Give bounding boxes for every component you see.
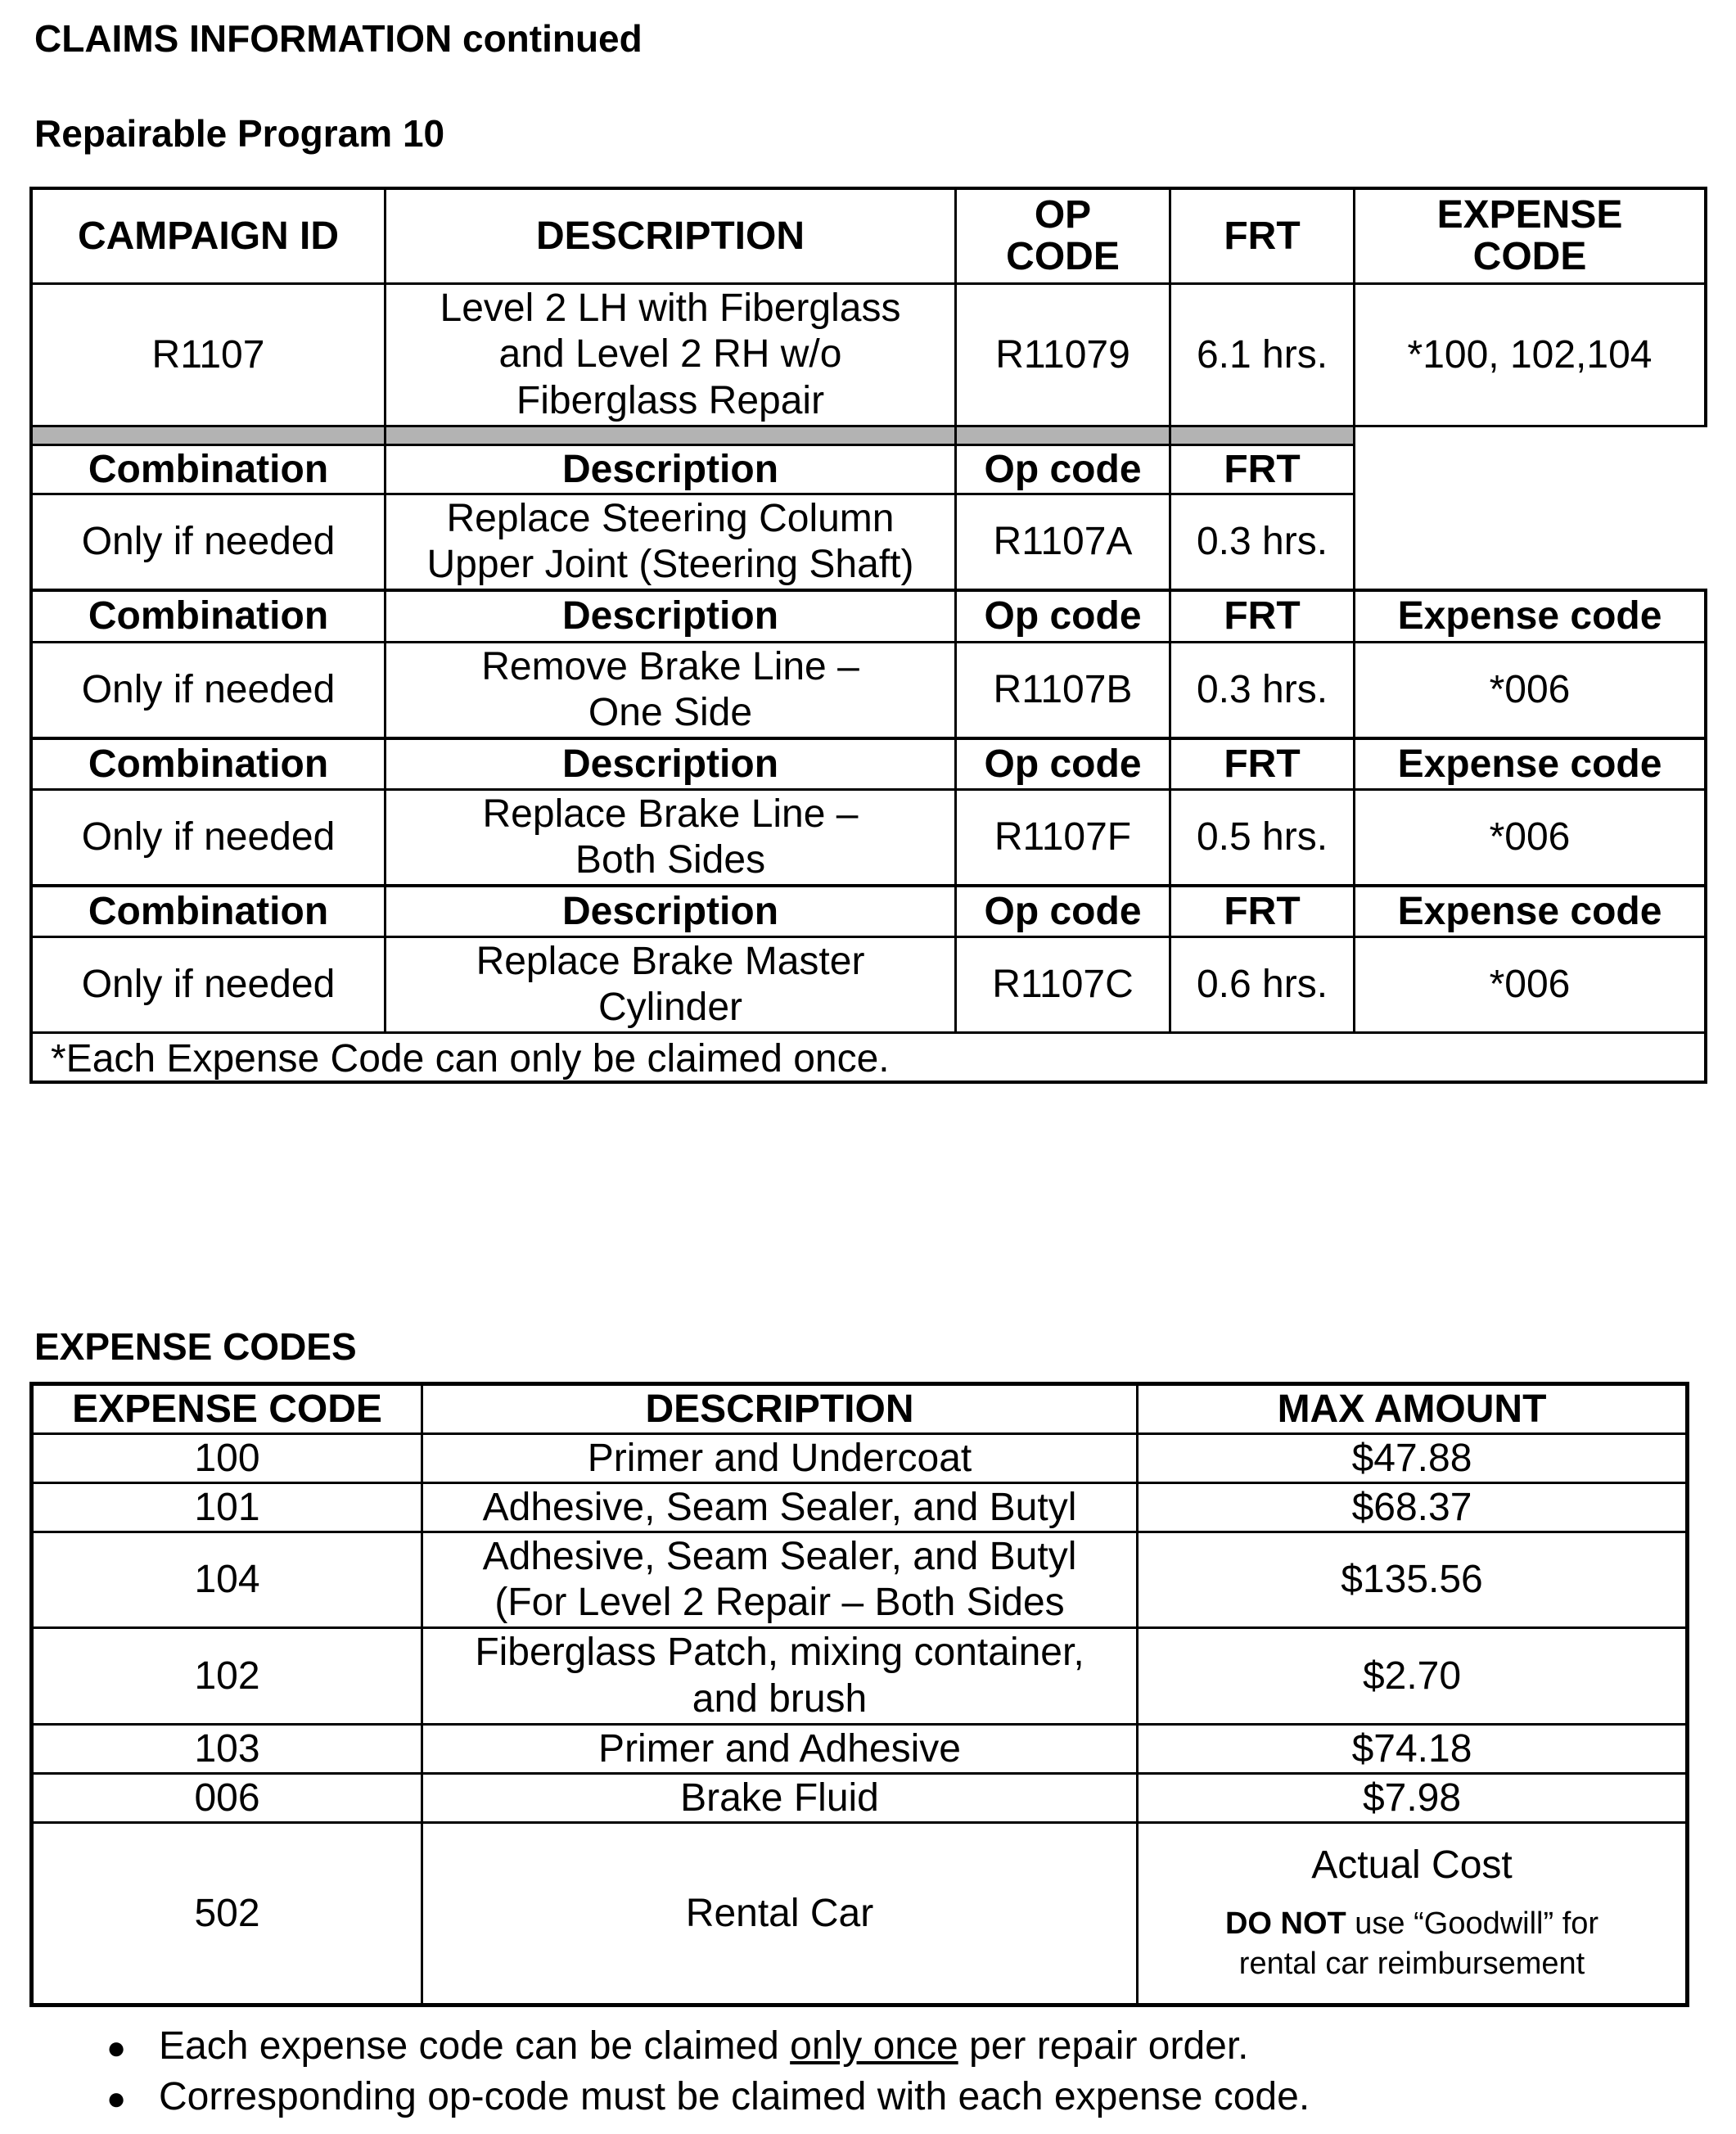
expense-description: Primer and Adhesive: [598, 1726, 961, 1771]
combo-header-description: Description: [561, 594, 779, 638]
combo-expense-code: *006: [1489, 668, 1571, 712]
combo-op-code: R1107F: [994, 815, 1132, 859]
combo-header-expense-code: Expense code: [1397, 742, 1662, 786]
combo-combination: Only if needed: [81, 815, 336, 859]
combo-header-expense-code: Expense code: [1397, 889, 1662, 933]
expense-description: Adhesive, Seam Sealer, and Butyl (For Level 2 Repair – Both Sides: [482, 1534, 1077, 1624]
expense-description: Fiberglass Patch, mixing container, and brush: [475, 1631, 1084, 1721]
combo-header-op-code: Op code: [984, 742, 1142, 786]
bullet-icon: ●: [106, 2030, 127, 2066]
header-frt: FRT: [1224, 214, 1301, 258]
combo-expense-code: *006: [1489, 815, 1571, 859]
main-description: Level 2 LH with Fiberglass and Level 2 RH w/o Fiberglass Repair: [440, 286, 901, 422]
expense-code: 103: [194, 1726, 260, 1771]
header-expense-code: EXPENSE CODE: [1436, 193, 1623, 278]
combo-header-combination: Combination: [88, 447, 329, 491]
main-expense-code: *100, 102,104: [1407, 332, 1653, 377]
combo-header-description: Description: [561, 447, 779, 491]
combo-header-combination: Combination: [88, 889, 329, 933]
combo-header-description: Description: [561, 742, 779, 786]
bullet-item: ● Each expense code can be claimed only once per repair order.: [106, 2022, 1310, 2073]
expense-max-amount: $74.18: [1351, 1726, 1472, 1771]
combo-header-frt: FRT: [1224, 594, 1301, 638]
expense-code: 006: [194, 1775, 260, 1820]
combo-expense-code: *006: [1489, 963, 1571, 1007]
header-op-code: OP CODE: [1006, 193, 1120, 278]
expense-max-amount: $68.37: [1351, 1485, 1472, 1529]
combo-description: Replace Brake Line – Both Sides: [482, 792, 859, 882]
combo-op-code: R1107C: [992, 963, 1134, 1007]
expense-code: 104: [194, 1558, 260, 1602]
expense-header-max-amount: MAX AMOUNT: [1277, 1387, 1547, 1431]
main-op-code: R11079: [995, 332, 1130, 377]
combo-op-code: R1107A: [993, 520, 1133, 564]
combo-header-frt: FRT: [1224, 447, 1301, 491]
combo-frt: 0.6 hrs.: [1196, 963, 1328, 1007]
combo-combination: Only if needed: [81, 668, 336, 712]
section-title: CLAIMS INFORMATION continued: [34, 17, 643, 60]
expense-section-title: EXPENSE CODES: [34, 1325, 357, 1368]
rental-note: DO NOT use “Goodwill” for: [1224, 1906, 1599, 1941]
expense-code: 502: [194, 1891, 260, 1935]
expense-code: 100: [194, 1436, 260, 1480]
combo-description: Remove Brake Line – One Side: [481, 644, 859, 734]
combo-frt: 0.3 hrs.: [1196, 520, 1328, 564]
combo-header-frt: FRT: [1224, 889, 1301, 933]
program-title: Repairable Program 10: [34, 112, 445, 155]
expense-max-amount: $2.70: [1362, 1654, 1462, 1698]
combo-header-op-code: Op code: [984, 594, 1142, 638]
combo-header-op-code: Op code: [984, 447, 1142, 491]
combo-header-frt: FRT: [1224, 742, 1301, 786]
main-frt: 6.1 hrs.: [1196, 332, 1328, 377]
bullet-item: ● Corresponding op-code must be claimed with each expense code.: [106, 2073, 1310, 2123]
expense-max-amount: $47.88: [1351, 1436, 1472, 1480]
expense-max-amount-rental: Actual Cost DO NOT use “Goodwill” for rental car reimbursement: [1224, 1843, 1599, 1982]
combo-combination: Only if needed: [81, 963, 336, 1007]
combo-header-combination: Combination: [88, 594, 329, 638]
combo-header-combination: Combination: [88, 742, 329, 786]
expense-code: 101: [194, 1485, 260, 1529]
expense-description: Rental Car: [685, 1891, 874, 1935]
footnote: *Each Expense Code can only be claimed once.: [51, 1037, 890, 1081]
expense-description: Adhesive, Seam Sealer, and Butyl: [482, 1485, 1077, 1529]
combo-frt: 0.5 hrs.: [1196, 815, 1328, 859]
combo-description: Replace Steering Column Upper Joint (Steering Shaft): [426, 496, 914, 586]
expense-header-code: EXPENSE CODE: [72, 1387, 382, 1431]
combo-header-op-code: Op code: [984, 889, 1142, 933]
combo-header-expense-code: Expense code: [1397, 594, 1662, 638]
main-campaign-id: R1107: [151, 332, 265, 377]
combo-header-description: Description: [561, 889, 779, 933]
expense-code: 102: [194, 1654, 260, 1698]
bullet-icon: ●: [106, 2081, 127, 2117]
combo-op-code: R1107B: [993, 668, 1133, 712]
combo-description: Replace Brake Master Cylinder: [476, 939, 865, 1029]
combo-combination: Only if needed: [81, 520, 336, 564]
expense-max-amount: $135.56: [1341, 1558, 1483, 1602]
expense-max-amount: $7.98: [1362, 1775, 1462, 1820]
expense-description: Primer and Undercoat: [587, 1436, 972, 1480]
header-description: DESCRIPTION: [535, 214, 805, 258]
header-campaign-id: CAMPAIGN ID: [77, 214, 340, 258]
expense-header-description: DESCRIPTION: [645, 1387, 914, 1431]
expense-description: Brake Fluid: [680, 1775, 879, 1820]
bullet-list: [106, 2022, 1310, 2123]
combo-frt: 0.3 hrs.: [1196, 668, 1328, 712]
